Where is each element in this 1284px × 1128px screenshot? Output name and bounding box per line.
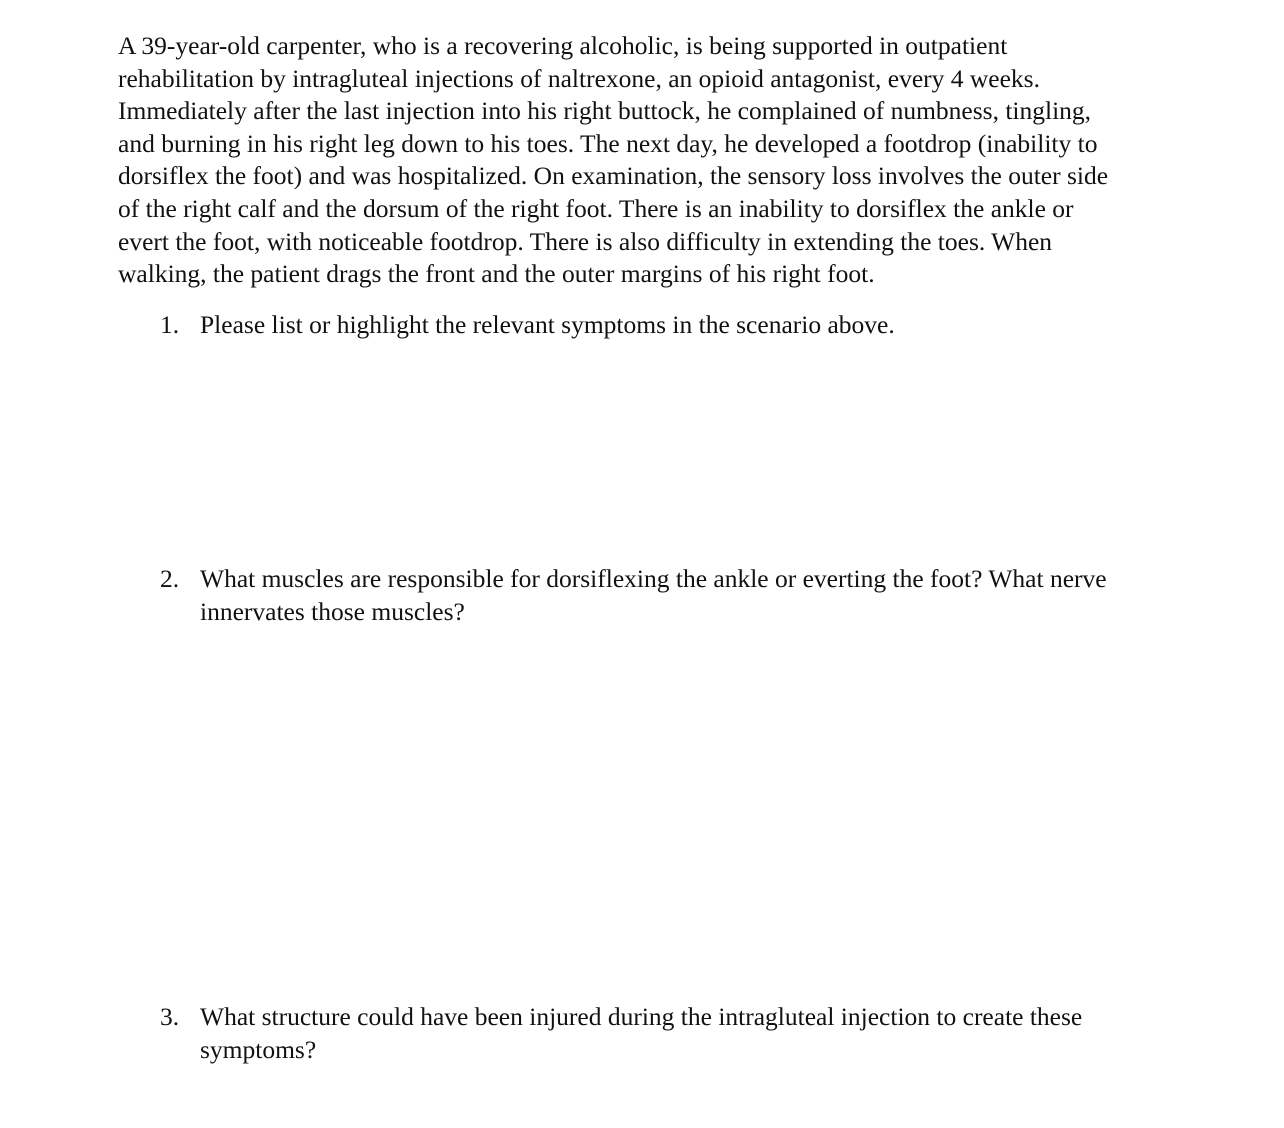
question-number: 1. — [160, 310, 180, 339]
question-text: What structure could have been injured during the intragluteal injection to create these symptoms? — [200, 1002, 1083, 1064]
question-1 — [160, 308, 1200, 341]
question-text: Please list or highlight the relevant symptoms in the scenario above. — [200, 310, 895, 339]
question-2 — [160, 562, 1200, 628]
question-3 — [160, 1000, 1200, 1066]
case-scenario-paragraph: A 39-year-old carpenter, who is a recovering alcoholic, is being supported in outpatient rehabilitation by intragluteal injections of naltrexone, an opioid antagonist, every 4 weeks. Immediately after the last injection into his right buttock, he complained of numbness, tingling, and burning in his right leg down to his toes. The next day, he developed a footdrop (inability to dorsiflex the foot) and was hospitalized. On examination, the sensory loss involves the outer side of the right calf and the dorsum of the right foot. There is an inability to dorsiflex the ankle or evert the foot, with noticeable footdrop. There is also difficulty in extending the toes. When walking, the patient drags the front and the outer margins of his right foot. — [118, 31, 1109, 289]
question-number: 2. — [160, 564, 180, 593]
question-text: What muscles are responsible for dorsiflexing the ankle or everting the foot? What nerve innervates those muscles? — [200, 564, 1107, 626]
question-number: 3. — [160, 1002, 180, 1031]
